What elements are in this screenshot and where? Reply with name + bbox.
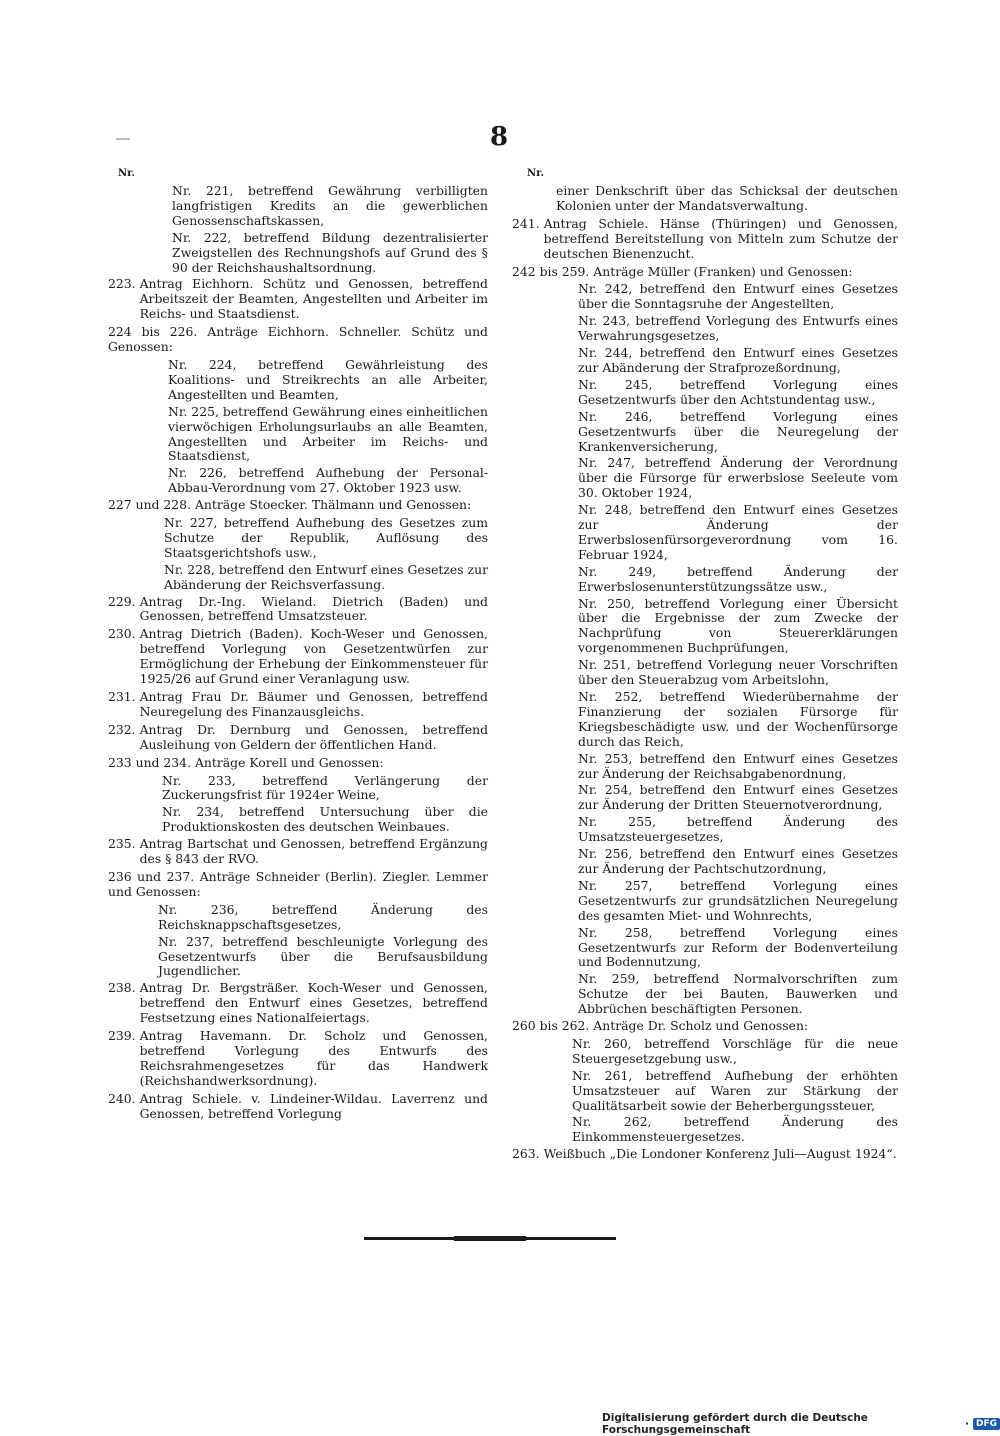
entry-261: Nr. 261, betreffend Aufhebung der erhöhten Umsatzsteuer auf Waren zur Stärkung der Qualitätsarbeit sowie der Beherbergungssteuer, <box>572 1067 898 1113</box>
entry-238 <box>108 981 488 1026</box>
entry-221: Nr. 221, betreffend Gewährung verbilligten langfristigen Kredits an die gewerblichen Genossenschaftskassen, <box>172 183 488 228</box>
entry-228: Nr. 228, betreffend den Entwurf eines Gesetzes zur Abänderung der Reichsverfassung. <box>164 561 488 592</box>
column-header-right: Nr. <box>527 168 544 179</box>
entry-text: Antrag Dr.-Ing. Wieland. Dietrich (Baden) und Genossen, betreffend Umsatzsteuer. <box>139 593 488 624</box>
dfg-logo-icon: DFG <box>973 1418 1000 1430</box>
column-header-left: Nr. <box>118 168 135 179</box>
group-242-259-heading: 242 bis 259. Anträge Müller (Franken) und Genossen: <box>512 263 853 279</box>
entry-number: 223. <box>108 276 136 292</box>
entry-text: Antrag Dr. Bergsträßer. Koch-Weser und Genossen, betreffend den Entwurf eines Gesetzes, betreffend Festsetzung eines Nationalfeiertags. <box>139 980 488 1026</box>
entry-text: Antrag Dietrich (Baden). Koch-Weser und Genossen, betreffend Vorlegung von Gesetzentwürfen zur Ermöglichung der Erhebung der Einkommensteuer für 1925/26 auf Grund einer Veranlagung usw. <box>139 626 488 687</box>
entry-233: Nr. 233, betreffend Verlängerung der Zuckerungsfrist für 1924er Weine, <box>162 772 488 803</box>
left-column <box>108 184 488 1124</box>
entry-text: Antrag Frau Dr. Bäumer und Genossen, betreffend Neuregelung des Finanzausgleichs. <box>139 689 488 719</box>
entry-number: 232. <box>108 721 136 737</box>
entry-223 <box>108 277 488 322</box>
entry-number: 230. <box>108 626 136 642</box>
entry-252: Nr. 252, betreffend Wiederübernahme der Finanzierung der sozialen Fürsorge für Kriegsbeschädigte usw. und der Wochenfürsorge durch das Reich, <box>578 689 898 749</box>
entry-259: Nr. 259, betreffend Normalvorschriften zum Schutze der bei Bauten, Bauwerken und Abbrüchen beschäftigten Personen. <box>578 971 898 1017</box>
entry-262: Nr. 262, betreffend Änderung des Einkommensteuergesetzes. <box>572 1114 898 1145</box>
entry-text: Antrag Bartschat und Genossen, betreffend Ergänzung des § 843 der RVO. <box>139 836 488 867</box>
entry-257: Nr. 257, betreffend Vorlegung eines Gesetzentwurfs zur grundsätzlichen Neuregelung des gesamten Miet- und Wohnrechts, <box>578 877 898 923</box>
entry-232 <box>108 723 488 753</box>
entry-229 <box>108 595 488 625</box>
scan-mark <box>116 138 130 140</box>
entry-224: Nr. 224, betreffend Gewährleistung des Koalitions- und Streikrechts an alle Arbeiter, Angestellten und Beamten, <box>168 356 488 402</box>
group-236-237-heading: 236 und 237. Anträge Schneider (Berlin). Ziegler. Lemmer und Genossen: <box>108 868 488 899</box>
group-227-228-heading: 227 und 228. Anträge Stoecker. Thälmann und Genossen: <box>108 497 472 513</box>
entry-227: Nr. 227, betreffend Aufhebung des Gesetzes zum Schutze der Republik, Auflösung des Staatsgerichtshofs usw., <box>164 515 488 560</box>
entry-247: Nr. 247, betreffend Änderung der Verordnung über die Fürsorge für erwerbslose Seeleute vom 30. Oktober 1924, <box>578 455 898 501</box>
entry-number: 239. <box>108 1028 136 1044</box>
footer-separator: · <box>964 1418 969 1430</box>
entry-text: Antrag Schiele. v. Lindeiner-Wildau. Laverrenz und Genossen, betreffend Vorlegung <box>139 1090 488 1121</box>
entry-text: Antrag Eichhorn. Schütz und Genossen, betreffend Arbeitszeit der Beamten, Angestellten und Arbeiter im Reichs- und Staatsdienst. <box>139 276 488 322</box>
entry-255: Nr. 255, betreffend Änderung des Umsatzsteuergesetzes, <box>578 814 898 845</box>
entry-260: Nr. 260, betreffend Vorschläge für die neue Steuergesetzgebung usw., <box>572 1035 898 1066</box>
entry-240 <box>108 1092 488 1122</box>
group-260-262-heading: 260 bis 262. Anträge Dr. Scholz und Genossen: <box>512 1018 809 1034</box>
entry-text: Antrag Schiele. Hänse (Thüringen) und Genossen, betreffend Bereitstellung von Mitteln zum Schutze der deutschen Bienenzucht. <box>543 215 898 261</box>
right-column <box>512 184 898 1165</box>
entry-245: Nr. 245, betreffend Vorlegung eines Gesetzentwurfs über den Achtstundentag usw., <box>578 376 898 407</box>
entry-253: Nr. 253, betreffend den Entwurf eines Gesetzes zur Änderung der Reichsabgabenordnung, <box>578 750 898 781</box>
entry-230 <box>108 627 488 687</box>
entry-number: 229. <box>108 593 136 609</box>
entry-text: Antrag Havemann. Dr. Scholz und Genossen, betreffend Vorlegung des Entwurfs des Reichsrahmengesetzes für das Handwerk (Reichshandwerksordnung). <box>139 1028 488 1088</box>
entry-235 <box>108 837 488 867</box>
entry-number: 235. <box>108 836 136 852</box>
entry-244: Nr. 244, betreffend den Entwurf eines Gesetzes zur Abänderung der Strafprozeßordnung, <box>578 345 898 375</box>
entry-240-continued: einer Denkschrift über das Schicksal der deutschen Kolonien unter der Mandatsverwaltung. <box>556 183 898 213</box>
entry-258: Nr. 258, betreffend Vorlegung eines Gesetzentwurfs zur Reform der Bodenverteilung und Bodennutzung, <box>578 924 898 970</box>
entry-239 <box>108 1029 488 1089</box>
group-233-234-heading: 233 und 234. Anträge Korell und Genossen: <box>108 754 384 770</box>
end-rule <box>364 1237 616 1240</box>
entry-number: 240. <box>108 1090 136 1106</box>
entry-236: Nr. 236, betreffend Änderung des Reichsknappschaftsgesetzes, <box>158 901 488 932</box>
entry-number: 238. <box>108 980 136 996</box>
entry-234: Nr. 234, betreffend Untersuchung über die Produktionskosten des deutschen Weinbaues. <box>162 804 488 835</box>
entry-231 <box>108 690 488 720</box>
entry-250: Nr. 250, betreffend Vorlegung einer Übersicht über die Ergebnisse der zum Zwecke der Nachprüfung von Steuererklärungen vorgenommenen Buchprüfungen, <box>578 595 898 656</box>
entry-text: Antrag Dr. Dernburg und Genossen, betreffend Ausleihung von Geldern der öffentlichen Hand. <box>139 721 488 752</box>
entry-254: Nr. 254, betreffend den Entwurf eines Gesetzes zur Änderung der Dritten Steuernotverordnung, <box>578 782 898 813</box>
digitization-footer <box>602 1412 1000 1436</box>
entry-249: Nr. 249, betreffend Änderung der Erwerbslosenunterstützungssätze usw., <box>578 563 898 594</box>
page-number: 8 <box>490 122 509 152</box>
footer-text: Digitalisierung gefördert durch die Deutsche Forschungsgemeinschaft <box>602 1412 868 1436</box>
entry-225: Nr. 225, betreffend Gewährung eines einheitlichen vierwöchigen Erholungsurlaubs an alle Beamten, Angestellten und Arbeiter im Reichs- und Staatsdienst, <box>168 403 488 464</box>
entry-246: Nr. 246, betreffend Vorlegung eines Gesetzentwurfs über die Neuregelung der Krankenversicherung, <box>578 408 898 454</box>
entry-226: Nr. 226, betreffend Aufhebung der Personal-Abbau-Verordnung vom 27. Oktober 1923 usw. <box>168 465 488 496</box>
group-224-226-heading: 224 bis 226. Anträge Eichhorn. Schneller. Schütz und Genossen: <box>108 324 488 355</box>
entry-242: Nr. 242, betreffend den Entwurf eines Gesetzes über die Sonntagsruhe der Angestellten, <box>578 281 898 312</box>
entry-number: 241. <box>512 215 540 231</box>
entry-241 <box>512 217 898 262</box>
entry-number: 263. <box>512 1146 540 1162</box>
entry-237: Nr. 237, betreffend beschleunigte Vorlegung des Gesetzentwurfs über die Berufsausbildung Jugendlicher. <box>158 933 488 979</box>
entry-222: Nr. 222, betreffend Bildung dezentralisierter Zweigstellen des Rechnungshofs auf Grund des § 90 der Reichshaushaltsordnung. <box>172 229 488 275</box>
entry-number: 231. <box>108 689 136 704</box>
entry-251: Nr. 251, betreffend Vorlegung neuer Vorschriften über den Steuerabzug vom Arbeitslohn, <box>578 657 898 688</box>
end-rule-center <box>454 1236 526 1241</box>
entry-243: Nr. 243, betreffend Vorlegung des Entwurfs eines Verwahrungsgesetzes, <box>578 313 898 344</box>
entry-256: Nr. 256, betreffend den Entwurf eines Gesetzes zur Änderung der Pachtschutzordnung, <box>578 846 898 876</box>
entry-text: Weißbuch „Die Londoner Konferenz Juli—August 1924“. <box>543 1146 897 1162</box>
entry-248: Nr. 248, betreffend den Entwurf eines Gesetzes zur Änderung der Erwerbslosenfürsorgeverordnung vom 16. Februar 1924, <box>578 502 898 562</box>
entry-263 <box>512 1147 898 1162</box>
